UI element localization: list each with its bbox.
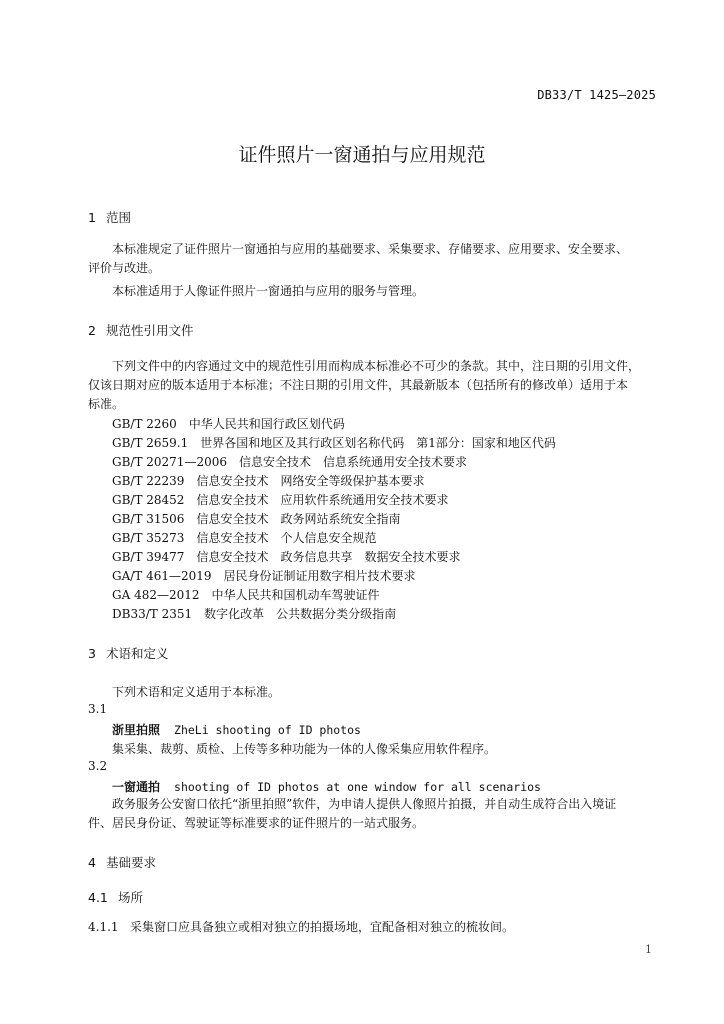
section-number: 2 — [88, 323, 96, 338]
page-number: 1 — [645, 943, 652, 956]
section-title: 基础要求 — [106, 855, 157, 870]
paragraph-line: 件、居民身份证、驾驶证等标准要求的证件照片的一站式服务。 — [88, 816, 425, 830]
reference-item: GB/T 20271—2006 信息安全技术 信息系统通用安全技术要求 — [112, 455, 467, 469]
document-title: 证件照片一窗通拍与应用规范 — [238, 144, 486, 166]
reference-item: GB/T 2260 中华人民共和国行政区划代码 — [112, 417, 345, 431]
section-number: 4 — [88, 855, 96, 870]
paragraph-line: 标准。 — [88, 397, 125, 411]
section-3-intro: 下列术语和定义适用于本标准。 — [112, 685, 281, 699]
clause-number: 4.1.1 — [88, 920, 119, 934]
term-english-name: shooting of ID photos at one window for all scenarios — [174, 780, 541, 794]
term-number: 3.1 — [88, 702, 108, 716]
clause-4-1-1 — [88, 918, 514, 935]
section-2-intro — [88, 357, 658, 414]
section-1-paragraph-2 — [88, 282, 658, 301]
section-1-heading — [88, 208, 131, 226]
term-1-definition: 集采集、裁剪、质检、上传等多种功能为一体的人像采集应用软件程序。 — [112, 742, 497, 756]
term-english-name: ZheLi shooting of ID photos — [174, 723, 361, 737]
term-chinese-name: 浙里拍照 — [112, 723, 161, 737]
section-number: 1 — [88, 210, 96, 225]
reference-item: GB/T 28452 信息安全技术 应用软件系统通用安全技术要求 — [112, 493, 449, 507]
term-number: 3.2 — [88, 759, 108, 773]
section-title: 规范性引用文件 — [106, 323, 194, 338]
paragraph-line: 本标准适用于人像证件照片一窗通拍与应用的服务与管理。 — [112, 284, 425, 298]
paragraph-line: 下列文件中的内容通过文中的规范性引用而构成本标准必不可少的条款。其中，注日期的引用文件， — [112, 359, 641, 373]
paragraph-line: 评价与改进。 — [88, 261, 161, 275]
term-chinese-name: 一窗通拍 — [112, 780, 161, 794]
reference-item: GA/T 461—2019 居民身份证制证用数字相片技术要求 — [112, 569, 416, 583]
section-4-heading — [88, 853, 156, 871]
paragraph-line: 本标准规定了证件照片一窗通拍与应用的基础要求、采集要求、存储要求、应用要求、安全要求、 — [112, 242, 629, 256]
subsection-number: 4.1 — [88, 890, 108, 905]
subsection-4-1-heading — [88, 888, 143, 906]
reference-item: GB/T 2659.1 世界各国和地区及其行政区划名称代码 第1部分：国家和地区代码 — [112, 436, 556, 450]
section-1-paragraph-1 — [88, 240, 658, 278]
section-3-heading — [88, 644, 169, 662]
paragraph-line: 政务服务公安窗口依托“浙里拍照”软件，为申请人提供人像照片拍摄，并自动生成符合出入境证 — [112, 797, 617, 811]
reference-item: GB/T 22239 信息安全技术 网络安全等级保护基本要求 — [112, 474, 425, 488]
reference-item: GB/T 39477 信息安全技术 政务信息共享 数据安全技术要求 — [112, 550, 461, 564]
term-2-name — [112, 778, 541, 795]
standard-code: DB33/T 1425—2025 — [537, 88, 656, 102]
subsection-title: 场所 — [118, 890, 144, 905]
reference-item: DB33/T 2351 数字化改革 公共数据分类分级指南 — [112, 607, 397, 621]
reference-item: GA 482—2012 中华人民共和国机动车驾驶证件 — [112, 588, 380, 602]
reference-item: GB/T 35273 信息安全技术 个人信息安全规范 — [112, 531, 377, 545]
term-2-definition — [88, 795, 658, 833]
reference-item: GB/T 31506 信息安全技术 政务网站系统安全指南 — [112, 512, 401, 526]
section-2-heading — [88, 321, 194, 339]
section-title: 术语和定义 — [106, 646, 169, 661]
term-1-name — [112, 721, 361, 738]
section-title: 范围 — [106, 210, 132, 225]
section-number: 3 — [88, 646, 96, 661]
paragraph-line: 仅该日期对应的版本适用于本标准；不注日期的引用文件，其最新版本（包括所有的修改单）适用于本 — [88, 378, 629, 392]
clause-text: 采集窗口应具备独立或相对独立的拍摄场地，宜配备相对独立的梳妆间。 — [130, 920, 515, 934]
